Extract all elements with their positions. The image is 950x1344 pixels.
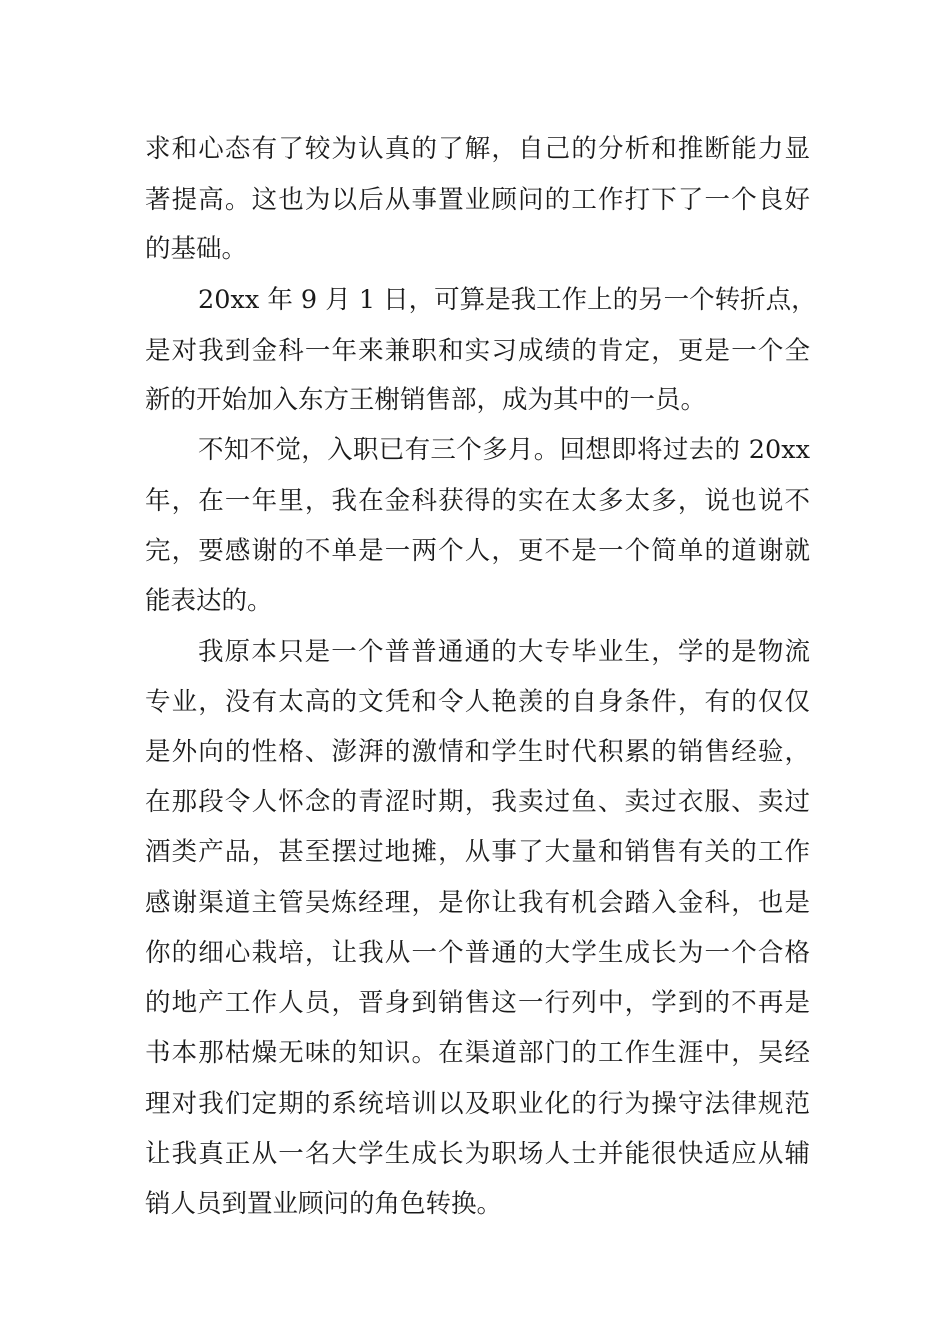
text-line: 的基础。 xyxy=(145,234,248,264)
text-line: 著提高。这也为以后从事置业顾问的工作打下了一个良好 xyxy=(145,185,810,215)
text-line: 求和心态有了较为认真的了解，自己的分析和推断能力显 xyxy=(145,134,810,164)
text-line: 是外向的性格、澎湃的激情和学生时代积累的销售经验， xyxy=(145,737,810,767)
text-line: 年，在一年里，我在金科获得的实在太多太多，说也说不 xyxy=(145,486,810,516)
paragraph-first-line: 我原本只是一个普普通通的大专毕业生，学的是物流 xyxy=(198,637,810,667)
text-line: 的地产工作人员，晋身到销售这一行列中，学到的不再是 xyxy=(145,988,810,1018)
text-line: 是对我到金科一年来兼职和实习成绩的肯定，更是一个全 xyxy=(145,336,810,366)
text-line: 能表达的。 xyxy=(145,586,273,616)
text-line: 专业，没有太高的文凭和令人艳羡的自身条件，有的仅仅 xyxy=(145,687,810,717)
text-line: 你的细心栽培，让我从一个普通的大学生成长为一个合格 xyxy=(145,938,810,968)
text-line: 让我真正从一名大学生成长为职场人士并能很快适应从辅 xyxy=(145,1139,810,1169)
text-line: 感谢渠道主管吴炼经理，是你让我有机会踏入金科，也是 xyxy=(145,888,810,918)
text-line: 新的开始加入东方王榭销售部，成为其中的一员。 xyxy=(145,385,707,415)
text-line: 完，要感谢的不单是一两个人，更不是一个简单的道谢就 xyxy=(145,536,810,566)
paragraph-first-line: 20xx 年 9 月 1 日，可算是我工作上的另一个转折点， xyxy=(198,285,817,315)
text-line: 在那段令人怀念的青涩时期，我卖过鱼、卖过衣服、卖过 xyxy=(145,787,810,817)
paragraph-first-line: 不知不觉，入职已有三个多月。回想即将过去的 20xx xyxy=(198,435,810,465)
text-line: 书本那枯燥无味的知识。在渠道部门的工作生涯中，吴经 xyxy=(145,1038,810,1068)
text-line: 理对我们定期的系统培训以及职业化的行为操守法律规范 xyxy=(145,1089,810,1119)
text-line: 销人员到置业顾问的角色转换。 xyxy=(145,1189,503,1219)
text-line: 酒类产品，甚至摆过地摊，从事了大量和销售有关的工作 xyxy=(145,837,810,867)
